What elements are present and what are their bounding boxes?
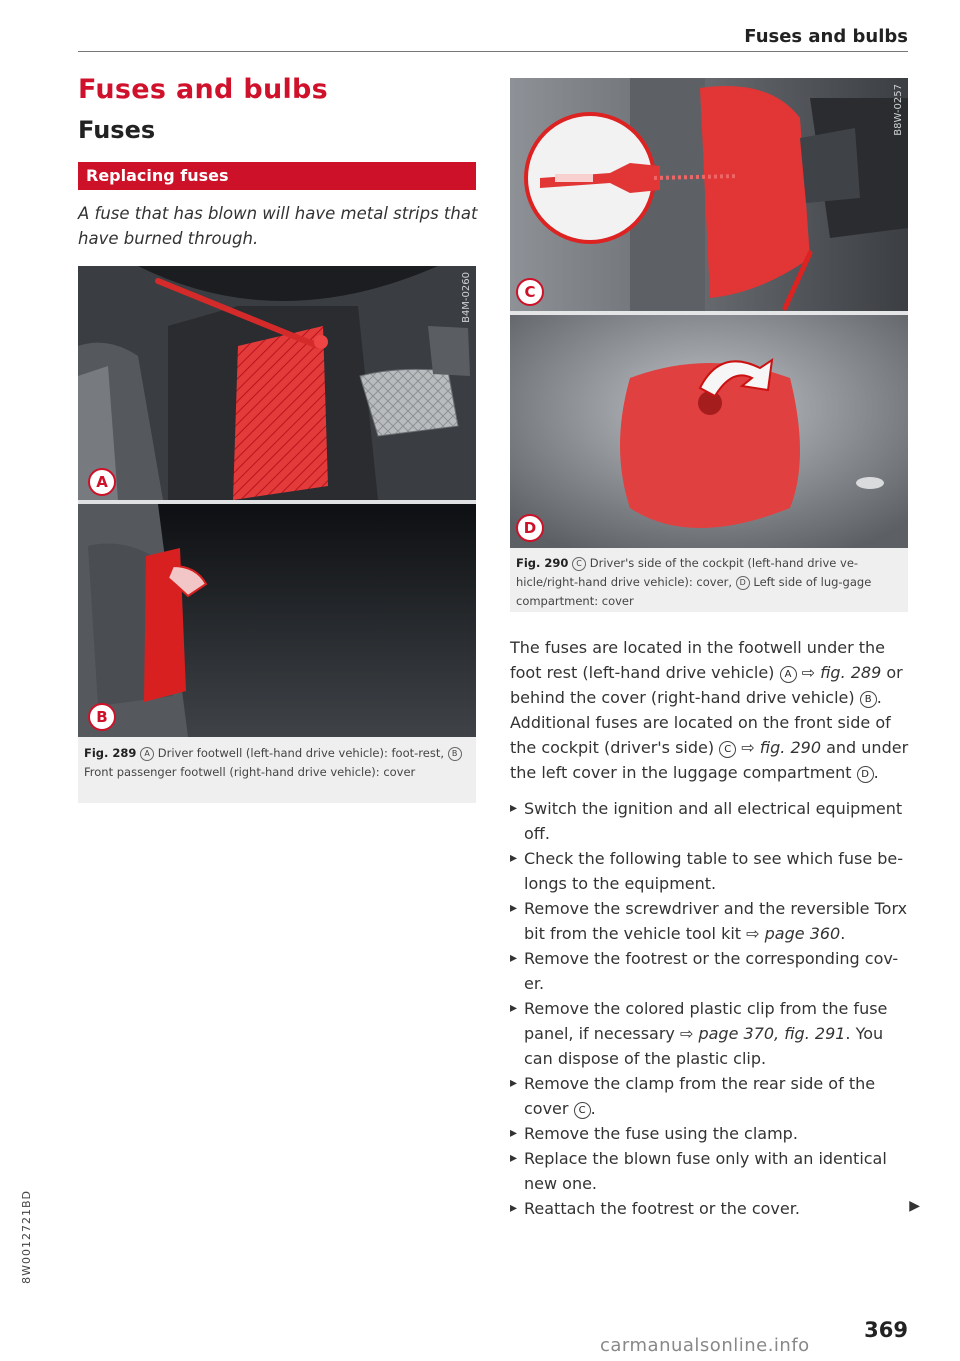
- figure-290-caption-box: [510, 548, 908, 612]
- circle-b-icon: B: [448, 747, 462, 761]
- running-header: Fuses and bulbs: [744, 26, 908, 47]
- figure-289-caption: [84, 744, 472, 782]
- figure-289-marker-b: B: [88, 703, 116, 731]
- circle-d-icon: D: [736, 576, 750, 590]
- document-code: 8W0012721BD: [20, 1190, 33, 1284]
- figure-289-caption-b: Front passenger footwell (right-hand drive vehicle): cover: [84, 765, 416, 779]
- step-item: ▸ Remove the footrest or the corresponding cov-er.: [510, 946, 910, 996]
- figure-289-illustration: [78, 266, 476, 737]
- continue-arrow-icon: ▶: [909, 1198, 920, 1214]
- body-text-5: .: [873, 763, 879, 782]
- page-360-link[interactable]: ⇨ page 360: [746, 924, 841, 943]
- figure-290-illustration: [510, 78, 908, 548]
- circle-d-icon: D: [857, 766, 874, 783]
- circle-a-icon: A: [140, 747, 154, 761]
- figure-289-caption-a: Driver footwell (left-hand drive vehicle): foot-rest,: [157, 746, 444, 760]
- figure-289-id: B4M-0260: [461, 272, 472, 323]
- circle-c-icon: C: [572, 557, 586, 571]
- body-paragraph: [510, 635, 910, 785]
- figure-290-marker-d: D: [516, 514, 544, 542]
- figure-290-caption-d: Left side of lug-gage compartment: cover: [516, 575, 872, 608]
- body-text-3: . Additional fuses are located on the front side of the cockpit (driver's side): [510, 688, 891, 757]
- circle-c-icon: C: [574, 1102, 591, 1119]
- page-number: 369: [864, 1318, 908, 1342]
- intro-text: A fuse that has blown will have metal strips that have burned through.: [78, 204, 478, 248]
- circle-c-icon: C: [719, 741, 736, 758]
- body-text-2: or behind the cover (right-hand drive vehicle): [510, 663, 903, 707]
- figure-290: [510, 78, 908, 548]
- figure-289: [78, 266, 476, 737]
- figure-289-marker-a: A: [88, 468, 116, 496]
- step-item: ▸ Reattach the footrest or the cover.: [510, 1196, 910, 1221]
- step-item: ▸ Remove the clamp from the rear side of the cover C .: [510, 1071, 910, 1121]
- step-list: [510, 796, 910, 1221]
- figure-290-marker-c: C: [516, 278, 544, 306]
- circle-b-icon: B: [860, 691, 877, 708]
- figure-290-label: Fig. 290: [516, 556, 569, 570]
- figure-290-caption-c: Driver's side of the cockpit (left-hand drive ve-hicle/right-hand drive vehicle): cover,: [516, 556, 859, 589]
- step-item: ▸ Check the following table to see which fuse be-longs to the equipment.: [510, 846, 910, 896]
- chapter-title: Fuses and bulbs: [78, 74, 329, 105]
- fig-289-link[interactable]: ⇨ fig. 289: [801, 663, 882, 682]
- figure-290-id: B8W-0257: [893, 84, 904, 136]
- watermark: carmanualsonline.info: [600, 1335, 810, 1356]
- header-rule: [78, 51, 908, 52]
- body-text-4: and under the left cover in the luggage compartment: [510, 738, 909, 782]
- fig-290-link[interactable]: ⇨ fig. 290: [741, 738, 821, 757]
- section-title: Fuses: [78, 116, 156, 144]
- page-370-link[interactable]: ⇨ page 370, fig. 291: [679, 1024, 846, 1043]
- figure-290-caption: [516, 554, 904, 611]
- figure-289-caption-box: [78, 737, 476, 803]
- step-item: ▸ Remove the screwdriver and the reversible Torx bit from the vehicle tool kit ⇨ page 360.: [510, 896, 910, 946]
- step-item: ▸ Switch the ignition and all electrical equipment off.: [510, 796, 910, 846]
- figure-289-label: Fig. 289: [84, 746, 137, 760]
- step-item: ▸ Remove the fuse using the clamp.: [510, 1121, 910, 1146]
- step-item: ▸ Replace the blown fuse only with an identical new one.: [510, 1146, 910, 1196]
- circle-a-icon: A: [780, 666, 797, 683]
- topic-bar: Replacing fuses: [78, 162, 476, 190]
- body-text-1: The fuses are located in the footwell under the foot rest (left-hand drive vehicle): [510, 638, 885, 682]
- step-item: ▸ Remove the colored plastic clip from the fuse panel, if necessary ⇨ page 370, fig. 291. You can dispose of the plastic clip.: [510, 996, 910, 1071]
